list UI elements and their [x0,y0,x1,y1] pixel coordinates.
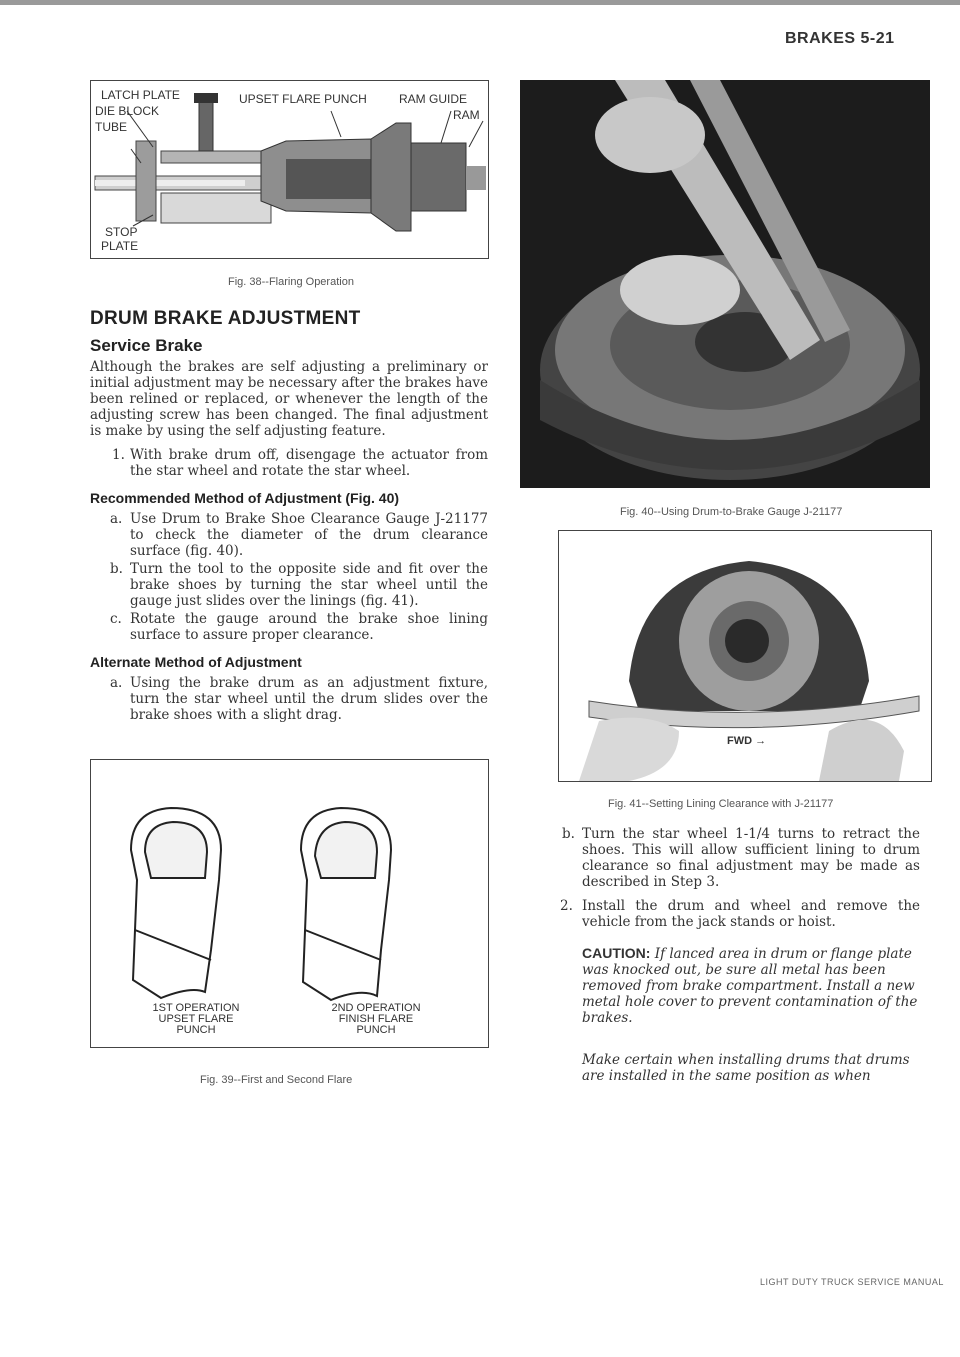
label-ram: RAM [453,108,480,122]
figure-41 [558,530,932,782]
right-item-b-text: Turn the star wheel 1-1/4 turns to retract the shoes. This will allow sufficient lining to drum clearance so final adjustment may be made as described in Step 3. [582,826,920,890]
label-tube: TUBE [95,120,128,134]
step-2-text: Install the drum and wheel and remove the vehicle from the jack stands or hoist. [582,898,920,930]
figure-39-caption: Fig. 39--First and Second Flare [200,1074,353,1086]
fig39-label-2-line3: PUNCH [356,1024,396,1036]
right-item-b-mark: b. [562,826,575,842]
rec-item-a-mark: a. [110,511,123,527]
rec-item-b [110,561,488,611]
page-header: BRAKES 5-21 [785,30,895,47]
figure-38 [90,80,489,259]
label-ram-guide: RAM GUIDE [399,92,468,106]
intro-paragraph: Although the brakes are self adjusting a preliminary or initial adjustment may be necessary after the brakes have been relined or replaced, or whenever the length of the adjusting screw has been changed. The final adjustment is make by using the self adjusting feature. [90,359,488,439]
figure-40-caption: Fig. 40--Using Drum-to-Brake Gauge J-21177 [620,506,843,518]
alt-item-a-mark: a. [110,675,123,691]
recommended-heading: Recommended Method of Adjustment (Fig. 40) [90,490,400,506]
rec-item-a [110,511,488,561]
fwd-label: FWD → [727,735,767,747]
right-item-b [560,826,920,892]
figure-40-photo [520,80,930,488]
alt-item-a-text: Using the brake drum as an adjustment fixture, turn the star wheel until the drum slides over the brake shoes with a slight drag. [130,675,488,723]
rec-item-c-text: Rotate the gauge around the brake shoe lining surface to assure proper clearance. [130,611,488,643]
figure-41-caption: Fig. 41--Setting Lining Clearance with J-21177 [608,798,834,810]
make-certain-note [582,1052,920,1084]
label-plate: PLATE [101,239,139,253]
rec-item-b-text: Turn the tool to the opposite side and fit over the brake shoes by turning the star wheel until the gauge just slides over the linings (fig. 41). [130,561,488,609]
fig39-label-2-line2: FINISH FLARE [338,1013,414,1025]
section-title: DRUM BRAKE ADJUSTMENT [90,308,361,329]
step-2 [560,898,920,932]
step-2-number: 2. [560,898,573,914]
label-die-block: DIE BLOCK [95,104,160,118]
page-footer: LIGHT DUTY TRUCK SERVICE MANUAL [760,1277,944,1287]
step-1-text: With brake drum off, disengage the actuator from the star wheel and rotate the star wheel. [130,447,488,479]
drum-gauge-photo [520,80,930,488]
caution-note [582,945,920,1026]
rec-item-a-text: Use Drum to Brake Shoe Clearance Gauge J-21177 to check the diameter of the drum clearance surface (fig. 40). [130,511,488,559]
caution-label: CAUTION: [582,945,651,961]
figure-38-caption: Fig. 38--Flaring Operation [228,276,354,288]
fig39-label-1-line3: PUNCH [176,1024,216,1036]
step-1 [112,447,488,481]
label-stop: STOP [105,225,138,239]
rec-item-b-mark: b. [110,561,123,577]
fig39-label-1-line1: 1ST OPERATION [152,1002,240,1014]
fig39-label-2-line1: 2ND OPERATION [331,1002,421,1014]
label-upset-flare-punch: UPSET FLARE PUNCH [239,92,367,106]
fig39-label-1-line2: UPSET FLARE [158,1013,234,1025]
section-subtitle: Service Brake [90,336,203,355]
label-latch-plate: LATCH PLATE [101,88,180,102]
alternate-heading: Alternate Method of Adjustment [90,654,302,670]
make-certain-text: Make certain when installing drums that drums are installed in the same position as when [582,1052,910,1084]
alt-item-a [110,675,488,725]
step-1-number: 1. [112,447,125,463]
rec-item-c-mark: c. [110,611,122,627]
top-rule [0,0,960,5]
rec-item-c [110,611,488,645]
caution-text: If lanced area in drum or flange plate was knocked out, be sure all metal has been removed from brake compartment. Install a new metal hole cover to prevent contamination of the brakes. [582,946,918,1026]
figure-39 [90,759,489,1048]
